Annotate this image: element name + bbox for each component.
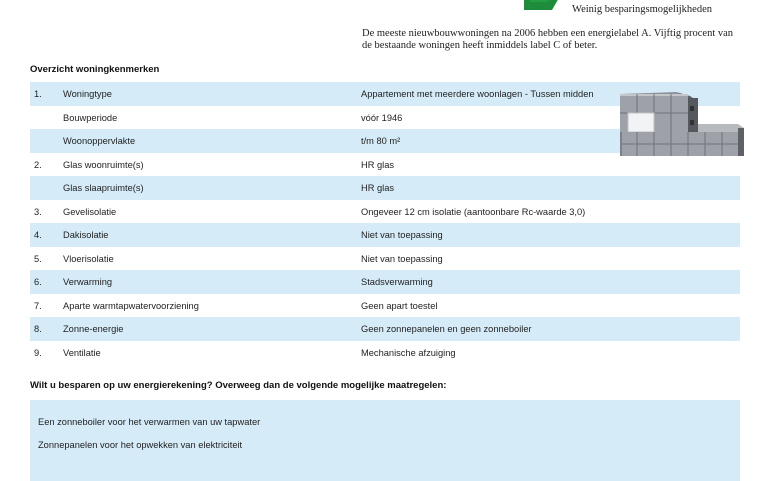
table-row [30,341,740,365]
row-label: Verwarming [63,277,113,287]
row-number: 6. [34,277,42,287]
building-illustration [612,88,748,160]
table-row [30,200,740,224]
row-number: 7. [34,300,42,311]
row-number: 2. [34,159,42,170]
row-label: Dakisolatie [63,230,109,240]
row-number: 3. [34,206,42,217]
advice-title: Wilt u besparen op uw energierekening? Overweeg dan de volgende mogelijke maatregelen: [30,380,447,391]
row-value: Mechanische afzuiging [361,347,456,358]
row-label: Bouwperiode [63,112,118,123]
intro-text: De meeste nieuwbouwwoningen na 2006 hebben een energielabel A. Vijftig procent van de bestaande woningen heeft inmiddels label C of beter. [362,28,734,51]
advice-box [30,400,740,481]
advice-item: Een zonneboiler voor het verwarmen van uw tapwater [38,417,261,427]
table-row [30,176,740,200]
row-label: Zonne-energie [63,324,124,334]
energy-label-caption: Weinig besparingsmogelijkheden [572,4,712,15]
row-label: Ventilatie [63,347,101,358]
row-number: 9. [34,347,42,358]
table-row [30,223,740,247]
row-value: Geen zonnepanelen en geen zonneboiler [361,324,532,334]
row-label: Glas slaapruimte(s) [63,183,144,193]
row-label: Aparte warmtapwatervoorziening [63,300,199,311]
row-value: vóór 1946 [361,112,403,123]
row-number: 1. [34,89,42,99]
table-row [30,317,740,341]
overview-title: Overzicht woningkenmerken [30,64,160,75]
energy-label-badge [522,0,562,10]
table-row [30,247,740,271]
row-number: 4. [34,230,42,240]
row-label: Glas woonruimte(s) [63,159,144,170]
table-row [30,270,740,294]
row-number: 8. [34,324,42,334]
row-value: Niet van toepassing [361,253,443,264]
row-value: Niet van toepassing [361,230,443,240]
row-number: 5. [34,253,42,264]
row-value: Ongeveer 12 cm isolatie (aantoonbare Rc-waarde 3,0) [361,206,586,217]
row-label: Gevelisolatie [63,206,117,217]
row-label: Vloerisolatie [63,253,114,264]
row-value: HR glas [361,159,395,170]
row-value: Appartement met meerdere woonlagen - Tussen midden [361,89,594,99]
advice-item: Zonnepanelen voor het opwekken van elektriciteit [38,440,243,450]
table-row [30,294,740,318]
row-value: Stadsverwarming [361,277,433,287]
row-value: HR glas [361,183,395,193]
row-label: Woningtype [63,89,112,99]
row-label: Woonoppervlakte [63,136,136,146]
row-value: t/m 80 m² [361,136,401,146]
row-value: Geen apart toestel [361,300,438,311]
